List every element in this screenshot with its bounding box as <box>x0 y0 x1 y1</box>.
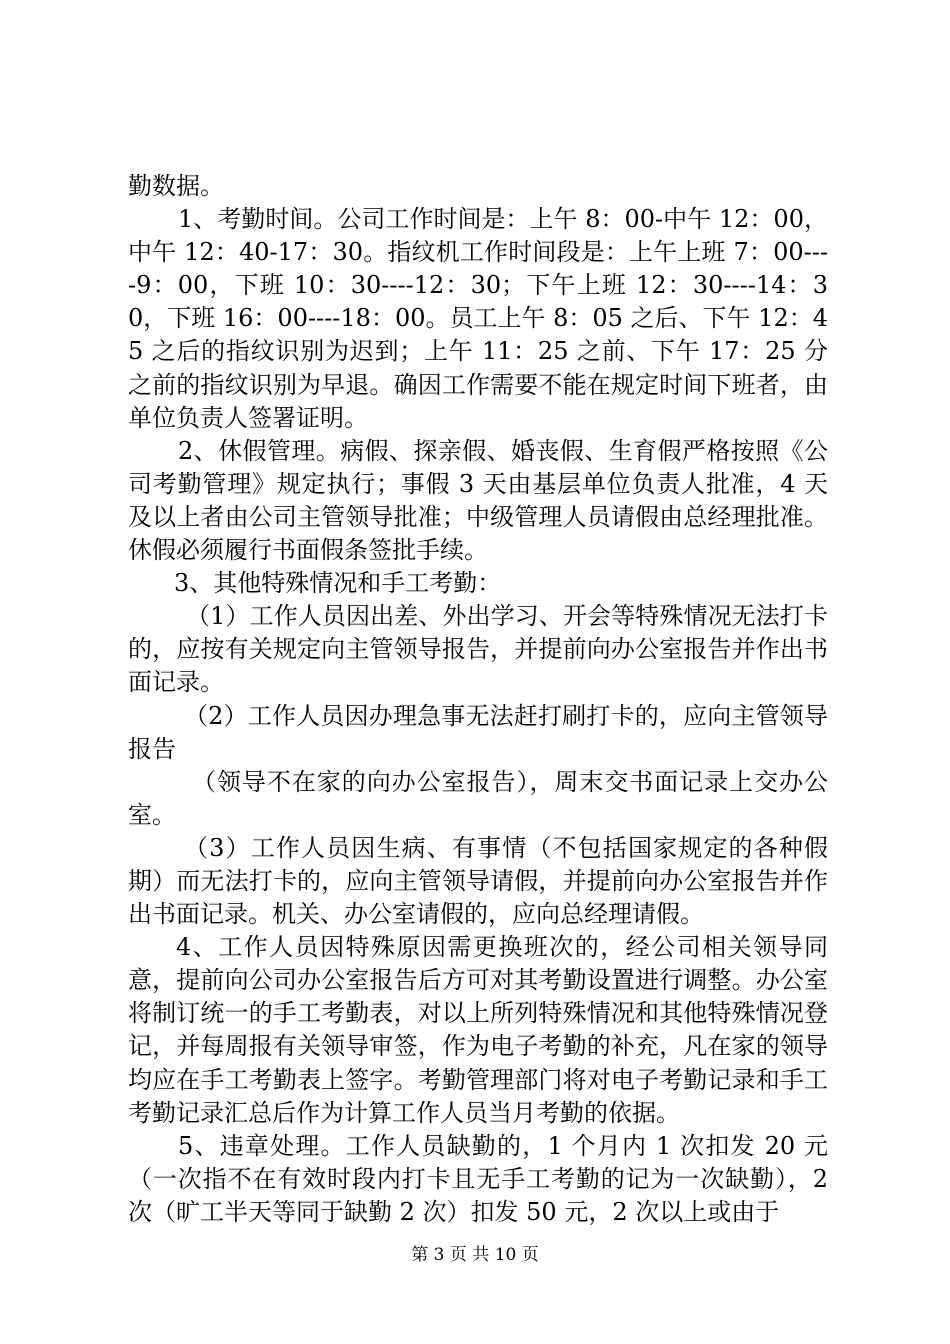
paragraph-attendance-time: 1、考勤时间。公司工作时间是：上午 8：00-中午 12：00，中午 12：40-17：30。指纹机工作时间段是：上午上班 7：00----9：00，下班 10：30----12：30；下午上班 12：30----14：30，下班 16：00----18：00。员工上午 8：05 之后、下午 12：45 之后的指纹识别为迟到；上午 11：25 之前、下午 17：25 分之前的指纹识别为早退。确因工作需要不能在规定时间下班者，由单位负责人签署证明。 <box>128 205 828 432</box>
paragraph-violation-handling: 5、违章处理。工作人员缺勤的，1 个月内 1 次扣发 20 元（一次指不在有效时段内打卡且无手工考勤的记为一次缺勤），2 次（旷工半天等同于缺勤 2 次）扣发 50 元，2 次以上或由于 <box>128 1131 828 1226</box>
paragraph-special-case-2-continued: （领导不在家的向办公室报告），周末交书面记录上交办公室。 <box>128 767 828 829</box>
document-body <box>128 170 828 1229</box>
paragraph-special-cases-heading: 3、其他特殊情况和手工考勤： <box>174 569 502 598</box>
paragraph-leave-management: 2、休假管理。病假、探亲假、婚丧假、生育假严格按照《公司考勤管理》规定执行；事假 3 天由基层单位负责人批准，4 天及以上者由公司主管领导批准；中级管理人员请假由总经理批准。休假必须履行书面假条签批手续。 <box>128 436 828 565</box>
paragraph-shift-change: 4、工作人员因特殊原因需更换班次的，经公司相关领导同意，提前向公司办公室报告后方可对其考勤设置进行调整。办公室将制订统一的手工考勤表，对以上所列特殊情况和其他特殊情况登记，并每周报有关领导审签，作为电子考勤的补充，凡在家的领导均应在手工考勤表上签字。考勤管理部门将对电子考勤记录和手工考勤记录汇总后作为计算工作人员当月考勤的依据。 <box>128 933 828 1127</box>
paragraph-special-case-3: （3）工作人员因生病、有事情（不包括国家规定的各种假期）而无法打卡的，应向主管领导请假，并提前向办公室报告并作出书面记录。机关、办公室请假的，应向总经理请假。 <box>128 833 828 929</box>
paragraph-special-case-2: （2）工作人员因办理急事无法赶打刷打卡的，应向主管领导报告 <box>128 701 828 763</box>
paragraph-special-case-1: （1）工作人员因出差、外出学习、开会等特殊情况无法打卡的，应按有关规定向主管领导报告，并提前向办公室报告并作出书面记录。 <box>128 602 828 697</box>
paragraph-continuation: 勤数据。 <box>128 172 224 200</box>
page-footer <box>0 1240 950 1265</box>
page-number-label: 第 3 页 共 10 页 <box>411 1245 539 1265</box>
